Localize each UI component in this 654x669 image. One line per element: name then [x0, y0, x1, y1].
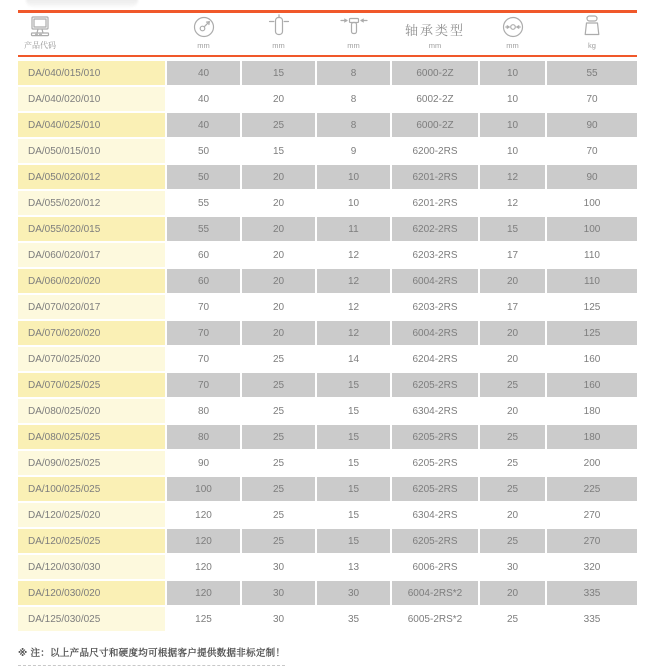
value-cell: 25 [480, 451, 545, 475]
table-row [18, 87, 637, 111]
product-table [16, 59, 639, 633]
product-code-cell: DA/055/020/015 [18, 217, 165, 241]
value-cell: 6205-2RS [392, 451, 478, 475]
product-code-cell: DA/120/030/030 [18, 555, 165, 579]
value-cell: 6304-2RS [392, 399, 478, 423]
value-cell: 10 [480, 61, 545, 85]
value-cell: 70 [547, 139, 637, 163]
value-cell: 6205-2RS [392, 425, 478, 449]
value-cell: 6204-2RS [392, 347, 478, 371]
bore-diameter-icon [500, 13, 526, 39]
value-cell: 25 [480, 477, 545, 501]
footnote-text: ※ 注：以上产品尺寸和硬度均可根据客户提供数据非标定制！ [18, 648, 286, 659]
footnote [18, 645, 285, 666]
value-cell: 90 [547, 165, 637, 189]
value-cell: 15 [317, 425, 390, 449]
value-cell: 180 [547, 425, 637, 449]
value-cell: 180 [547, 399, 637, 423]
value-cell: 15 [317, 399, 390, 423]
value-cell: 70 [167, 295, 240, 319]
value-cell: 15 [480, 217, 545, 241]
value-cell: 6203-2RS [392, 295, 478, 319]
value-cell: 6205-2RS [392, 373, 478, 397]
value-cell: 6004-2RS [392, 321, 478, 345]
value-cell: 15 [317, 503, 390, 527]
value-cell: 335 [547, 607, 637, 631]
product-code-cell: DA/070/020/017 [18, 295, 165, 319]
value-cell: 30 [242, 581, 315, 605]
table-row [18, 477, 637, 501]
product-code-cell: DA/040/015/010 [18, 61, 165, 85]
value-cell: 15 [317, 477, 390, 501]
value-cell: 160 [547, 347, 637, 371]
table-row [18, 503, 637, 527]
value-cell: 6002-2Z [392, 87, 478, 111]
header-col-load-capacity [547, 13, 637, 55]
header-col-wheel-width [242, 13, 315, 55]
header-col-bearing-type [392, 13, 478, 55]
product-code-cell: DA/070/020/020 [18, 321, 165, 345]
table-row [18, 607, 637, 631]
product-code-cell: DA/040/020/010 [18, 87, 165, 111]
value-cell: 25 [242, 529, 315, 553]
value-cell: 12 [317, 321, 390, 345]
value-cell: 12 [317, 295, 390, 319]
value-cell: 8 [317, 113, 390, 137]
value-cell: 80 [167, 399, 240, 423]
header-col-product-code [18, 13, 165, 55]
value-cell: 335 [547, 581, 637, 605]
value-cell: 50 [167, 139, 240, 163]
value-cell: 20 [480, 503, 545, 527]
header-unit: mm [347, 41, 360, 50]
header-unit: mm [197, 41, 210, 50]
value-cell: 10 [317, 165, 390, 189]
value-cell: 30 [317, 581, 390, 605]
outer-diameter-icon [191, 13, 217, 39]
value-cell: 20 [480, 321, 545, 345]
value-cell: 50 [167, 165, 240, 189]
value-cell: 8 [317, 61, 390, 85]
value-cell: 12 [480, 165, 545, 189]
value-cell: 30 [480, 555, 545, 579]
header-col-hub-width [317, 13, 390, 55]
value-cell: 200 [547, 451, 637, 475]
value-cell: 15 [317, 373, 390, 397]
value-cell: 120 [167, 503, 240, 527]
value-cell: 70 [167, 373, 240, 397]
value-cell: 70 [167, 347, 240, 371]
table-row [18, 321, 637, 345]
value-cell: 125 [167, 607, 240, 631]
value-cell: 110 [547, 243, 637, 267]
value-cell: 15 [242, 139, 315, 163]
table-row [18, 243, 637, 267]
header-unit: mm [428, 41, 442, 50]
value-cell: 25 [242, 425, 315, 449]
value-cell: 100 [167, 477, 240, 501]
value-cell: 20 [242, 191, 315, 215]
value-cell: 17 [480, 243, 545, 267]
value-cell: 15 [242, 61, 315, 85]
value-cell: 25 [480, 607, 545, 631]
value-cell: 15 [317, 451, 390, 475]
value-cell: 25 [480, 529, 545, 553]
table-row [18, 61, 637, 85]
value-cell: 120 [167, 529, 240, 553]
product-code-cell: DA/080/025/025 [18, 425, 165, 449]
product-code-cell: DA/050/020/012 [18, 165, 165, 189]
value-cell: 30 [242, 607, 315, 631]
value-cell: 6202-2RS [392, 217, 478, 241]
header-title-bearing-type: 轴承类型 [404, 22, 465, 38]
value-cell: 20 [242, 269, 315, 293]
header-unit: mm [272, 41, 285, 50]
value-cell: 6205-2RS [392, 529, 478, 553]
value-cell: 12 [317, 243, 390, 267]
value-cell: 40 [167, 113, 240, 137]
wheel-width-icon [266, 13, 292, 39]
value-cell: 12 [317, 269, 390, 293]
value-cell: 6205-2RS [392, 477, 478, 501]
value-cell: 100 [547, 217, 637, 241]
value-cell: 20 [242, 87, 315, 111]
value-cell: 6201-2RS [392, 191, 478, 215]
value-cell: 70 [547, 87, 637, 111]
value-cell: 25 [480, 425, 545, 449]
value-cell: 13 [317, 555, 390, 579]
value-cell: 320 [547, 555, 637, 579]
value-cell: 6000-2Z [392, 113, 478, 137]
table-row [18, 555, 637, 579]
value-cell: 20 [480, 581, 545, 605]
value-cell: 25 [242, 347, 315, 371]
product-table-body [18, 61, 637, 631]
header-unit: kg [588, 41, 596, 50]
value-cell: 110 [547, 269, 637, 293]
product-code-cell: DA/070/025/025 [18, 373, 165, 397]
value-cell: 120 [167, 581, 240, 605]
value-cell: 70 [167, 321, 240, 345]
table-row [18, 347, 637, 371]
computer-icon [27, 13, 53, 39]
value-cell: 20 [480, 347, 545, 371]
value-cell: 10 [317, 191, 390, 215]
value-cell: 6203-2RS [392, 243, 478, 267]
value-cell: 40 [167, 87, 240, 111]
table-row [18, 139, 637, 163]
value-cell: 6200-2RS [392, 139, 478, 163]
product-code-cell: DA/055/020/012 [18, 191, 165, 215]
product-code-cell: DA/100/025/025 [18, 477, 165, 501]
value-cell: 90 [167, 451, 240, 475]
value-cell: 11 [317, 217, 390, 241]
value-cell: 25 [480, 373, 545, 397]
value-cell: 25 [242, 503, 315, 527]
table-row [18, 217, 637, 241]
table-row [18, 113, 637, 137]
value-cell: 225 [547, 477, 637, 501]
value-cell: 55 [167, 191, 240, 215]
product-code-cell: DA/060/020/020 [18, 269, 165, 293]
value-cell: 20 [480, 399, 545, 423]
table-row [18, 373, 637, 397]
value-cell: 25 [242, 477, 315, 501]
value-cell: 20 [242, 165, 315, 189]
value-cell: 55 [547, 61, 637, 85]
value-cell: 40 [167, 61, 240, 85]
table-row [18, 295, 637, 319]
value-cell: 20 [242, 295, 315, 319]
value-cell: 10 [480, 139, 545, 163]
value-cell: 10 [480, 113, 545, 137]
header-bottom-orange-rule [18, 55, 637, 57]
product-code-cell: DA/040/025/010 [18, 113, 165, 137]
product-code-cell: DA/125/030/025 [18, 607, 165, 631]
value-cell: 20 [242, 321, 315, 345]
value-cell: 270 [547, 503, 637, 527]
weight-icon [580, 13, 604, 39]
product-code-cell: DA/060/020/017 [18, 243, 165, 267]
value-cell: 25 [242, 451, 315, 475]
table-header [18, 13, 637, 55]
table-row [18, 451, 637, 475]
header-label-product-code: 产品代码 [24, 41, 56, 50]
value-cell: 25 [242, 399, 315, 423]
value-cell: 6004-2RS [392, 269, 478, 293]
value-cell: 6005-2RS*2 [392, 607, 478, 631]
value-cell: 60 [167, 243, 240, 267]
value-cell: 6201-2RS [392, 165, 478, 189]
value-cell: 55 [167, 217, 240, 241]
header-unit: mm [506, 41, 519, 50]
value-cell: 30 [242, 555, 315, 579]
value-cell: 160 [547, 373, 637, 397]
product-code-cell: DA/120/025/025 [18, 529, 165, 553]
value-cell: 20 [242, 217, 315, 241]
value-cell: 90 [547, 113, 637, 137]
value-cell: 6004-2RS*2 [392, 581, 478, 605]
value-cell: 100 [547, 191, 637, 215]
value-cell: 125 [547, 321, 637, 345]
product-code-cell: DA/070/025/020 [18, 347, 165, 371]
table-row [18, 269, 637, 293]
product-code-cell: DA/090/025/025 [18, 451, 165, 475]
hub-width-icon [339, 13, 369, 39]
value-cell: 25 [242, 373, 315, 397]
table-row [18, 581, 637, 605]
product-code-cell: DA/120/025/020 [18, 503, 165, 527]
table-row [18, 165, 637, 189]
value-cell: 25 [242, 113, 315, 137]
value-cell: 6000-2Z [392, 61, 478, 85]
value-cell: 125 [547, 295, 637, 319]
header-col-bore-diameter [480, 13, 545, 55]
value-cell: 80 [167, 425, 240, 449]
value-cell: 10 [480, 87, 545, 111]
table-row [18, 191, 637, 215]
value-cell: 12 [480, 191, 545, 215]
value-cell: 17 [480, 295, 545, 319]
header-col-outer-diameter [167, 13, 240, 55]
table-row [18, 425, 637, 449]
value-cell: 8 [317, 87, 390, 111]
value-cell: 15 [317, 529, 390, 553]
value-cell: 60 [167, 269, 240, 293]
value-cell: 120 [167, 555, 240, 579]
value-cell: 35 [317, 607, 390, 631]
top-edge-artifact [26, 0, 138, 7]
value-cell: 9 [317, 139, 390, 163]
table-row [18, 399, 637, 423]
value-cell: 6304-2RS [392, 503, 478, 527]
value-cell: 270 [547, 529, 637, 553]
value-cell: 20 [242, 243, 315, 267]
value-cell: 14 [317, 347, 390, 371]
product-code-cell: DA/120/030/020 [18, 581, 165, 605]
value-cell: 20 [480, 269, 545, 293]
table-row [18, 529, 637, 553]
product-code-cell: DA/050/015/010 [18, 139, 165, 163]
value-cell: 6006-2RS [392, 555, 478, 579]
product-code-cell: DA/080/025/020 [18, 399, 165, 423]
